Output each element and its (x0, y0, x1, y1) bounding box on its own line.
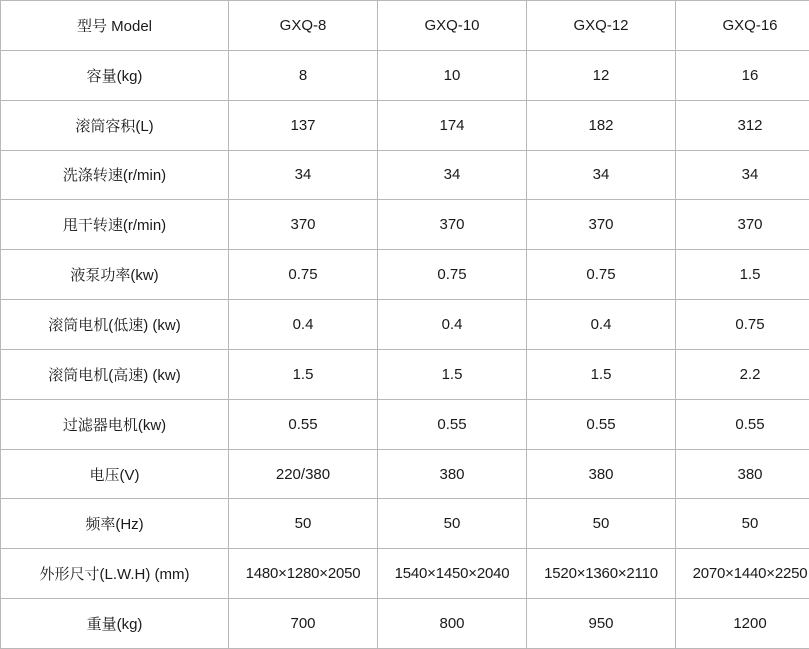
row-value: 0.4 (378, 300, 527, 350)
row-label: 频率(Hz) (1, 499, 229, 549)
row-value: 0.55 (378, 399, 527, 449)
row-value: 1540×1450×2040 (378, 549, 527, 599)
table-body (1, 1, 809, 649)
row-value: 182 (527, 100, 676, 150)
row-value: 370 (676, 200, 809, 250)
row-value: 0.75 (378, 250, 527, 300)
row-value: 34 (676, 150, 809, 200)
table-row (1, 200, 809, 250)
table-row (1, 250, 809, 300)
row-value: 380 (676, 449, 809, 499)
row-value: 370 (229, 200, 378, 250)
row-value: 34 (229, 150, 378, 200)
row-value: 1.5 (229, 349, 378, 399)
table-row (1, 349, 809, 399)
row-label: 滚筒容积(L) (1, 100, 229, 150)
row-label: 滚筒电机(低速) (kw) (1, 300, 229, 350)
row-value: 50 (229, 499, 378, 549)
header-label-cell: 型号 Model (1, 1, 229, 51)
header-model-1: GXQ-8 (229, 1, 378, 51)
row-label: 过滤器电机(kw) (1, 399, 229, 449)
row-label: 容量(kg) (1, 50, 229, 100)
row-value: 220/380 (229, 449, 378, 499)
row-label: 滚筒电机(高速) (kw) (1, 349, 229, 399)
row-label: 电压(V) (1, 449, 229, 499)
table-row (1, 100, 809, 150)
row-value: 16 (676, 50, 809, 100)
row-value: 0.75 (229, 250, 378, 300)
table-row (1, 150, 809, 200)
row-value: 0.55 (229, 399, 378, 449)
table-row (1, 300, 809, 350)
table-row (1, 50, 809, 100)
row-value: 370 (378, 200, 527, 250)
row-value: 34 (527, 150, 676, 200)
row-value: 380 (527, 449, 676, 499)
row-label: 外形尺寸(L.W.H) (mm) (1, 549, 229, 599)
row-value: 0.55 (527, 399, 676, 449)
row-value: 1.5 (676, 250, 809, 300)
row-value: 10 (378, 50, 527, 100)
header-model-4: GXQ-16 (676, 1, 809, 51)
header-model-2: GXQ-10 (378, 1, 527, 51)
row-value: 174 (378, 100, 527, 150)
row-value: 0.4 (527, 300, 676, 350)
row-value: 50 (378, 499, 527, 549)
header-model-3: GXQ-12 (527, 1, 676, 51)
row-value: 2.2 (676, 349, 809, 399)
row-label: 重量(kg) (1, 599, 229, 649)
row-value: 800 (378, 599, 527, 649)
row-value: 370 (527, 200, 676, 250)
row-value: 8 (229, 50, 378, 100)
row-value: 137 (229, 100, 378, 150)
row-value: 380 (378, 449, 527, 499)
row-label: 液泵功率(kw) (1, 250, 229, 300)
row-value: 2070×1440×2250 (676, 549, 809, 599)
table-row (1, 499, 809, 549)
table-header-row (1, 1, 809, 51)
row-value: 12 (527, 50, 676, 100)
row-value: 50 (676, 499, 809, 549)
row-value: 700 (229, 599, 378, 649)
row-label: 甩干转速(r/min) (1, 200, 229, 250)
table-row (1, 599, 809, 649)
row-value: 0.75 (676, 300, 809, 350)
row-value: 1520×1360×2110 (527, 549, 676, 599)
row-value: 1.5 (527, 349, 676, 399)
row-value: 50 (527, 499, 676, 549)
row-value: 1480×1280×2050 (229, 549, 378, 599)
table-row (1, 399, 809, 449)
row-value: 312 (676, 100, 809, 150)
row-value: 0.4 (229, 300, 378, 350)
row-value: 1200 (676, 599, 809, 649)
row-value: 0.75 (527, 250, 676, 300)
row-value: 1.5 (378, 349, 527, 399)
row-value: 950 (527, 599, 676, 649)
table-row (1, 549, 809, 599)
row-value: 0.55 (676, 399, 809, 449)
table-row (1, 449, 809, 499)
row-value: 34 (378, 150, 527, 200)
row-label: 洗涤转速(r/min) (1, 150, 229, 200)
